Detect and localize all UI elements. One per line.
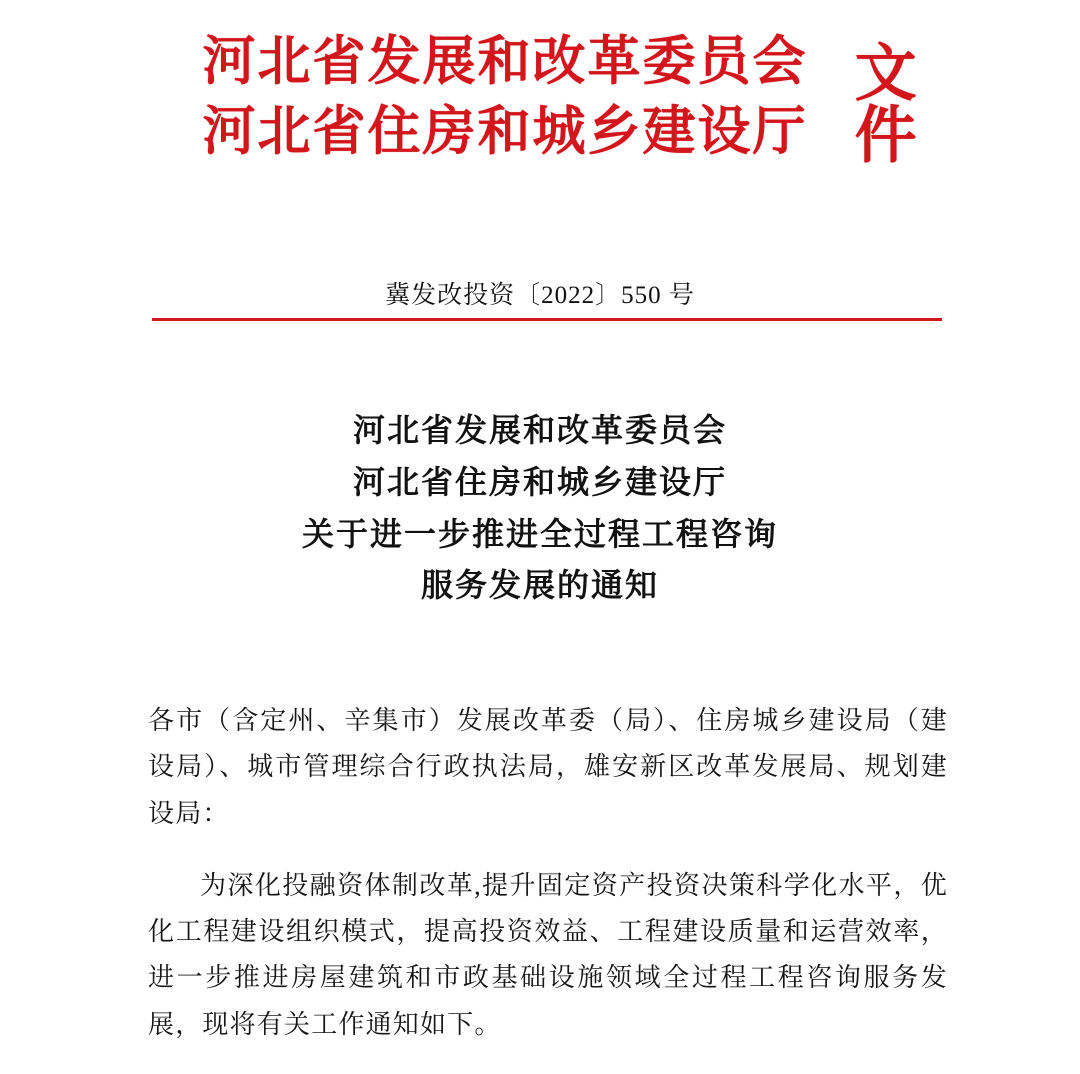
- masthead: [0, 0, 1080, 230]
- title-line-4: 服务发展的通知: [420, 567, 659, 604]
- masthead-issuer-names: [155, 28, 855, 168]
- red-divider-rule: [152, 318, 942, 321]
- document-number: 冀发改投资〔2022〕550 号: [385, 282, 695, 309]
- masthead-document-mark: 文件: [845, 40, 914, 164]
- title-line-3: 关于进一步推进全过程工程咨询: [301, 515, 778, 552]
- title-line-1: 河北省发展和改革委员会: [352, 412, 727, 448]
- document-body: [148, 672, 948, 1074]
- masthead-line-1: 河北省发展和改革委员会: [202, 33, 808, 91]
- document-title: [0, 405, 1080, 612]
- body-paragraph-recipients: 各市（含定州、辛集市）发展改革委（局）、住房城乡建设局（建设局）、城市管理综合行政执法局，雄安新区改革发展局、规划建设局：: [148, 706, 948, 828]
- masthead-line-2: 河北省住房和城乡建设厅: [202, 102, 808, 161]
- title-line-2: 河北省住房和城乡建设厅: [352, 463, 727, 500]
- body-paragraph-intro: 为深化投融资体制改革,提升固定资产投资决策科学化水平，优化工程建设组织模式，提高投资效益、工程建设质量和运营效率，进一步推进房屋建筑和市政基础设施领域全过程工程咨询服务发展，现将有关工作通知如下。: [148, 870, 948, 1039]
